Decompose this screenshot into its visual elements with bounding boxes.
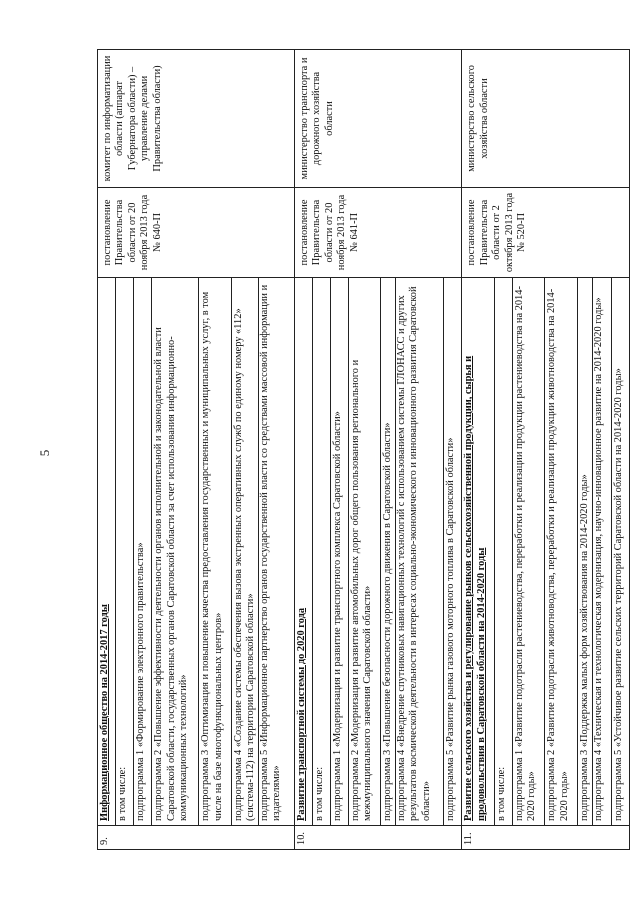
subprogram-line: подпрограмма 5 «Устойчивое развитие сельских территорий Саратовской области на 2014-2020 годы» xyxy=(611,278,629,826)
program-title: Развитие транспортной системы до 2020 года xyxy=(294,278,312,826)
subprogram-line: в том числе: xyxy=(312,278,330,826)
subprogram-line: в том числе: xyxy=(116,278,134,826)
approval-act: постановление Правительства области от 2 октября 2013 года № 520-П xyxy=(462,188,630,278)
subprogram-line: подпрограмма 3 «Оптимизация и повышение качества предоставления государственных и муниципальных услуг, в том числе на базе многофункциональных центров» xyxy=(199,278,232,826)
programs-table xyxy=(97,49,630,850)
responsible-body: министерство сельского хозяйства области xyxy=(462,50,630,188)
row-number: 10. xyxy=(294,826,462,850)
subprogram-line: подпрограмма 1 «Формирование электронного правительства» xyxy=(134,278,152,826)
table-row xyxy=(98,50,116,850)
row-number: 9. xyxy=(98,826,295,850)
responsible-body: комитет по информатизации области (аппарат Губернатора области) – управление делами Правительства области) xyxy=(98,50,295,188)
page-number: 5 xyxy=(37,449,52,457)
rotated-page xyxy=(97,50,630,850)
subprogram-line: подпрограмма 2 «Повышение эффективности деятельности органов исполнительной и законодательной власти Саратовской области, государственных органов Саратовской области за счет использования информационно-коммуникационных технологий» xyxy=(152,278,199,826)
program-title: Развитие сельского хозяйства и регулирование рынков сельскохозяйственной продукции, сырья и продовольствия в Саратовской области на 2014-2020 годы xyxy=(462,278,495,826)
subprogram-line: подпрограмма 2 «Развитие подотрасли животноводства, переработки и реализации продукции животноводства на 2014-2020 годы» xyxy=(545,278,578,826)
subprogram-line: подпрограмма 2 «Модернизация и развитие автомобильных дорог общего пользования регионального и межмуниципального значения Саратовской области» xyxy=(348,278,381,826)
subprogram-line: подпрограмма 1 «Развитие подотрасли растениеводства, переработки и реализации продукции растениеводства на 2014-2020 годы» xyxy=(512,278,545,826)
approval-act: постановление Правительства области от 20 ноября 2013 года № 640-П xyxy=(98,188,295,278)
subprogram-line: подпрограмма 3 «Повышение безопасности дорожного движения в Саратовской области» подпрограмма 4 «Внедрение спутниковых навигационных технологий с использованием системы ГЛОНАСС и других результатов космической деятельности в интересах социально-экономического и инновационного развития Саратовской области» xyxy=(381,278,444,826)
subprogram-line: подпрограмма 1 «Модернизация и развитие транспортного комплекса Саратовской области» xyxy=(330,278,348,826)
program-title: Информационное общество на 2014-2017 годы xyxy=(98,278,116,826)
responsible-body: министерство транспорта и дорожного хозяйства области xyxy=(294,50,462,188)
subprogram-line: подпрограмма 4 «Создание системы обеспечения вызова экстренных оперативных служб по единому номеру «112» (система-112) на территории Саратовской области» подпрограмма 5 «Информационное партнерство органов государственной власти со средствами массовой информации и издателями» xyxy=(231,278,294,826)
subprogram-line: подпрограмма 5 «Развитие рынка газового моторного топлива в Саратовской области» xyxy=(444,278,462,826)
table-row xyxy=(462,50,495,850)
subprogram-line: подпрограмма 3 «Поддержка малых форм хозяйствования на 2014-2020 годы» подпрограмма 4 «Техническая и технологическая модернизация, научно-инновационное развитие на 2014-2020 годы» xyxy=(578,278,612,826)
subprogram-line: в том числе: xyxy=(494,278,512,826)
table-row xyxy=(294,50,312,850)
row-number: 11. xyxy=(462,826,630,850)
approval-act: постановление Правительства области от 20 ноября 2013 года № 641-П xyxy=(294,188,462,278)
